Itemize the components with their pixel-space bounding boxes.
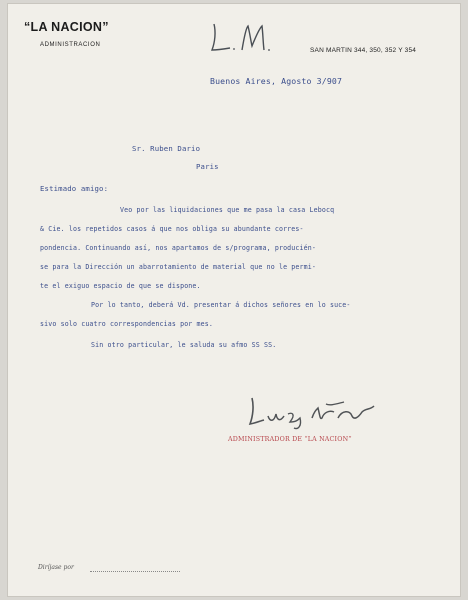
body-line: Por lo tanto, deberá Vd. presentar á dichos señores en lo suce- bbox=[91, 301, 351, 309]
body-line: te el exiguo espacio de que se dispone. bbox=[40, 282, 201, 290]
letterhead-name: “LA NACION” bbox=[24, 20, 109, 34]
salutation: Estimado amigo: bbox=[40, 184, 109, 193]
administrator-stamp: ADMINISTRADOR DE “LA NACION” bbox=[228, 436, 352, 443]
body-line: se para la Dirección un abarrotamiento de material que no le permi- bbox=[40, 263, 317, 271]
footer-label: Diríjase por bbox=[38, 564, 74, 571]
footer-line bbox=[90, 571, 180, 572]
closing-line: Sin otro particular, le saluda su afmo SS SS. bbox=[91, 341, 277, 349]
body-line: pondencia. Continuando así, nos apartamos de s/programa, producién- bbox=[40, 244, 317, 252]
recipient-city: Paris bbox=[196, 162, 219, 171]
letterhead-department: ADMINISTRACION bbox=[40, 42, 101, 48]
body-line: & Cie. los repetidos casos á que nos obliga su abundante corres- bbox=[40, 225, 304, 233]
letterhead-address: SAN MARTIN 344, 350, 352 Y 354 bbox=[310, 47, 417, 54]
recipient-name: Sr. Ruben Dario bbox=[132, 144, 201, 153]
letter-date: Buenos Aires, Agosto 3/907 bbox=[210, 76, 343, 86]
body-line: Veo por las liquidaciones que me pasa la casa Lebocq bbox=[120, 206, 335, 214]
letter-sheet bbox=[8, 4, 460, 596]
handwritten-initials bbox=[206, 20, 286, 58]
handwritten-signature bbox=[240, 390, 390, 432]
body-line: sivo solo cuatro correspondencias por mes. bbox=[40, 320, 214, 328]
